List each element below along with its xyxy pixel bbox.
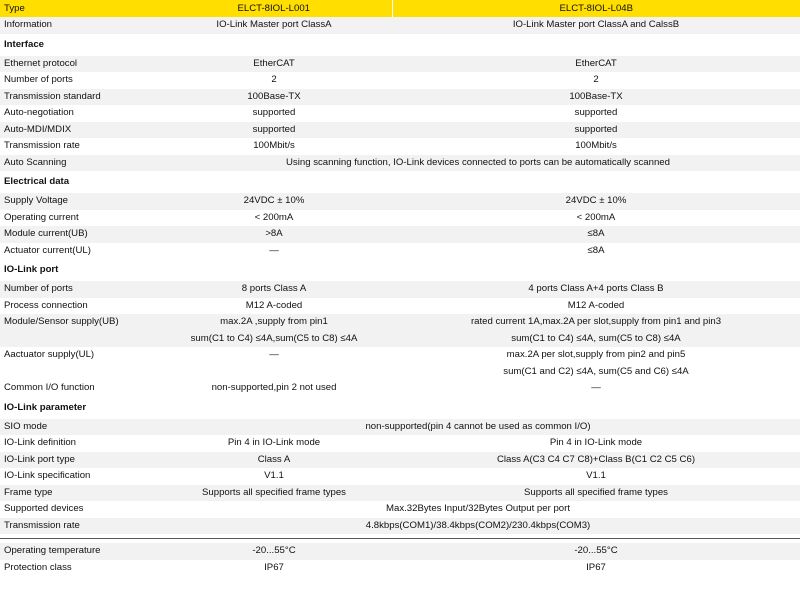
table-row: [0, 435, 800, 452]
table-row: [0, 281, 800, 298]
section-header: [0, 34, 800, 56]
cell-model-1: max.2A ,supply from pin1: [156, 314, 392, 331]
cell-model-2: sum(C1 to C4) ≤4A, sum(C5 to C8) ≤4A: [392, 331, 800, 348]
cell-model-2: rated current 1A,max.2A per slot,supply from pin1 and pin3: [392, 314, 800, 331]
table-row: [0, 210, 800, 227]
table-row: [0, 331, 800, 348]
cell-model-2: V1.1: [392, 468, 800, 485]
table-row: [0, 105, 800, 122]
cell-model-2: Class A(C3 C4 C7 C8)+Class B(C1 C2 C5 C6): [392, 452, 800, 469]
table-row: [0, 226, 800, 243]
section-title-parameter: IO-Link parameter: [0, 397, 800, 419]
cell-model-1: non-supported,pin 2 not used: [156, 380, 392, 397]
cell-model-1: IP67: [156, 560, 392, 577]
cell-model-2: ≤8A: [392, 243, 800, 260]
row-label: Ethernet protocol: [0, 56, 156, 73]
table-row: [0, 243, 800, 260]
cell-model-2: supported: [392, 122, 800, 139]
cell-model-1: —: [156, 243, 392, 260]
table-row: [0, 543, 800, 560]
cell-model-1: supported: [156, 122, 392, 139]
table-row: [0, 193, 800, 210]
cell-model-1: 2: [156, 72, 392, 89]
cell-model-1: 100Mbit/s: [156, 138, 392, 155]
row-label: Module/Sensor supply(UB): [0, 314, 156, 331]
table-row: [0, 155, 800, 172]
cell-model-2: sum(C1 and C2) ≤4A, sum(C5 and C6) ≤4A: [392, 364, 800, 381]
cell-model-2: supported: [392, 105, 800, 122]
row-label-empty: [0, 364, 156, 381]
cell-merged: Using scanning function, IO-Link devices connected to ports can be automatically scanned: [156, 155, 800, 172]
cell-model-1: 24VDC ± 10%: [156, 193, 392, 210]
row-label: IO-Link port type: [0, 452, 156, 469]
table-row: [0, 364, 800, 381]
table-row: [0, 452, 800, 469]
cell-model-2: EtherCAT: [392, 56, 800, 73]
cell-model-1: supported: [156, 105, 392, 122]
cell-model-1: Supports all specified frame types: [156, 485, 392, 502]
cell-merged: non-supported(pin 4 cannot be used as common I/O): [156, 419, 800, 436]
row-label: Transmission rate: [0, 138, 156, 155]
row-label: Module current(UB): [0, 226, 156, 243]
table-row: [0, 138, 800, 155]
cell-model-2: 100Base-TX: [392, 89, 800, 106]
table-row: [0, 17, 800, 34]
row-label: Auto-MDI/MDIX: [0, 122, 156, 139]
model-1-header: ELCT-8IOL-L001: [156, 0, 392, 17]
cell-model-1: IO-Link Master port ClassA: [156, 17, 392, 34]
section-header: [0, 171, 800, 193]
cell-model-2: -20...55°C: [392, 543, 800, 560]
row-label: Process connection: [0, 298, 156, 315]
row-label: Operating current: [0, 210, 156, 227]
row-label: IO-Link definition: [0, 435, 156, 452]
row-label: Supported devices: [0, 501, 156, 518]
cell-model-1: < 200mA: [156, 210, 392, 227]
table-row: [0, 56, 800, 73]
table-row: [0, 468, 800, 485]
cell-model-2: 100Mbit/s: [392, 138, 800, 155]
row-label: Actuator current(UL): [0, 243, 156, 260]
cell-model-1: Class A: [156, 452, 392, 469]
row-label: Transmission rate: [0, 518, 156, 535]
section-title-interface: Interface: [0, 34, 800, 56]
row-label-empty: [0, 331, 156, 348]
row-label: Operating temperature: [0, 543, 156, 560]
row-label: SIO mode: [0, 419, 156, 436]
cell-model-2: IP67: [392, 560, 800, 577]
cell-model-1-empty: [156, 364, 392, 381]
cell-model-2: —: [392, 380, 800, 397]
table-row: [0, 485, 800, 502]
cell-merged: Max.32Bytes Input/32Bytes Output per port: [156, 501, 800, 518]
section-header: [0, 397, 800, 419]
type-label: Type: [0, 0, 156, 17]
row-label: Auto-negotiation: [0, 105, 156, 122]
row-label: Auto Scanning: [0, 155, 156, 172]
row-label: Number of ports: [0, 72, 156, 89]
section-title-electrical: Electrical data: [0, 171, 800, 193]
cell-model-2: 4 ports Class A+4 ports Class B: [392, 281, 800, 298]
row-label: Number of ports: [0, 281, 156, 298]
cell-model-1: sum(C1 to C4) ≤4A,sum(C5 to C8) ≤4A: [156, 331, 392, 348]
model-2-header: ELCT-8IOL-L04B: [392, 0, 800, 17]
table-row: [0, 314, 800, 331]
table-row: [0, 380, 800, 397]
cell-model-2: ≤8A: [392, 226, 800, 243]
cell-model-1: 100Base-TX: [156, 89, 392, 106]
table-row: [0, 89, 800, 106]
table-row: [0, 518, 800, 535]
row-label: Aactuator supply(UL): [0, 347, 156, 364]
cell-model-2: < 200mA: [392, 210, 800, 227]
table-row: [0, 419, 800, 436]
row-label: IO-Link specification: [0, 468, 156, 485]
cell-model-2: IO-Link Master port ClassA and CalssB: [392, 17, 800, 34]
cell-model-1: 8 ports Class A: [156, 281, 392, 298]
cell-model-1: —: [156, 347, 392, 364]
cell-model-1: EtherCAT: [156, 56, 392, 73]
cell-model-2: Supports all specified frame types: [392, 485, 800, 502]
cell-model-2: 24VDC ± 10%: [392, 193, 800, 210]
row-label: Protection class: [0, 560, 156, 577]
cell-model-2: max.2A per slot,supply from pin2 and pin5: [392, 347, 800, 364]
table-row: [0, 501, 800, 518]
cell-model-1: Pin 4 in IO-Link mode: [156, 435, 392, 452]
cell-model-1: >8A: [156, 226, 392, 243]
row-label: Common I/O function: [0, 380, 156, 397]
row-label: Transmission standard: [0, 89, 156, 106]
cell-model-1: -20...55°C: [156, 543, 392, 560]
table-row: [0, 298, 800, 315]
cell-model-1: V1.1: [156, 468, 392, 485]
cell-merged: 4.8kbps(COM1)/38.4kbps(COM2)/230.4kbps(COM3): [156, 518, 800, 535]
row-label: Information: [0, 17, 156, 34]
header-row: [0, 0, 800, 17]
cell-model-2: Pin 4 in IO-Link mode: [392, 435, 800, 452]
cell-model-1: M12 A-coded: [156, 298, 392, 315]
row-label: Frame type: [0, 485, 156, 502]
section-title-iolink: IO-Link port: [0, 259, 800, 281]
row-label: Supply Voltage: [0, 193, 156, 210]
table-row: [0, 560, 800, 577]
section-header: [0, 259, 800, 281]
cell-model-2: 2: [392, 72, 800, 89]
table-row: [0, 72, 800, 89]
table-row: [0, 347, 800, 364]
cell-model-2: M12 A-coded: [392, 298, 800, 315]
table-row: [0, 122, 800, 139]
